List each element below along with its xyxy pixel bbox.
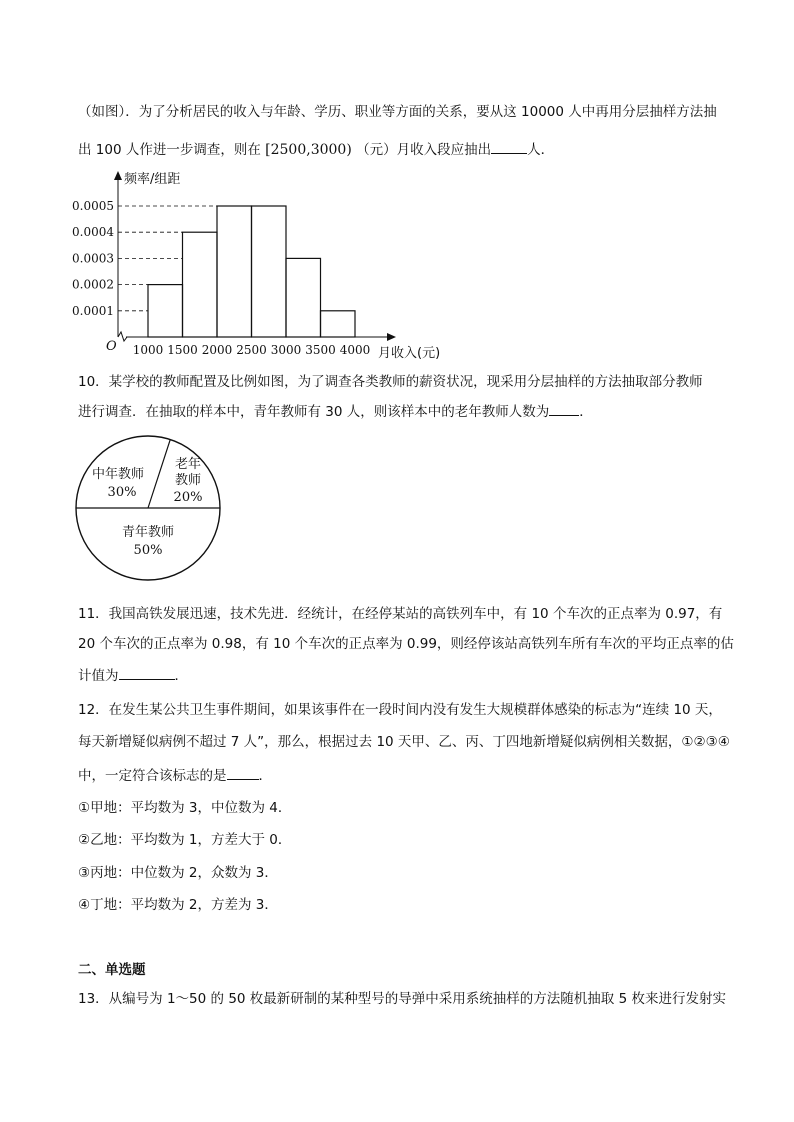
y-tick-label: 0.0004 [72,225,114,240]
q9-line2 [78,138,554,158]
q9-line2-c: 人． [527,142,555,158]
y-tick-label: 0.0002 [72,277,114,292]
x-tick-label: 1000 [132,343,164,357]
q12-option-2: ②乙地：平均数为 1，方差大于 0． [78,832,292,848]
pie-divider [148,440,170,508]
histogram-bar [183,232,218,337]
q9-line2-b: （元）月收入段应抽出 [356,142,492,158]
histogram-bar [252,206,287,337]
origin-label: O [106,339,117,354]
q12-line2: 每天新增疑似病例不超过 7 人”，那么，根据过去 10 天甲、乙、丙、丁四地新增疑似病例相关数据，①②③④ [78,734,730,750]
x-tick-label: 4000 [339,343,371,357]
q12-option-1: ①甲地：平均数为 3，中位数为 4． [78,800,292,816]
y-axis-label: 频率/组距 [124,172,181,187]
histogram-bar [321,311,356,337]
q11-line3-end: ． [174,668,188,684]
slice-value-old: 20% [173,490,203,505]
q10-answer-blank [549,403,579,416]
slice-label-old-line2: 教师 [174,473,202,488]
q12-line3-text: 中，一定符合该标志的是 [78,768,227,784]
y-axis-arrow [114,171,122,180]
q9-line2-a: 出 100 人作进一步调查，则在 [78,142,261,158]
slice-label-middle-aged: 中年教师 [91,467,145,482]
slice-label-old-line1: 老年 [174,457,202,472]
q9-line1: （如图）．为了分析居民的收入与年龄、学历、职业等方面的关系，要从这 10000 人中再用分层抽样方法抽 [78,104,717,120]
income-histogram [60,165,480,365]
x-axis-arrow [387,333,396,341]
q11-line1: 11．我国高铁发展迅速，技术先进．经统计，在经停某站的高铁列车中，有 10 个车次的正点率为 0.97，有 [78,606,723,622]
q10-line2 [78,400,593,420]
x-tick-label: 2000 [201,343,233,357]
histogram-bar [286,258,321,337]
x-axis-label: 月收入(元) [378,346,441,361]
q12-option-3: ③丙地：中位数为 2，众数为 3． [78,865,278,881]
slice-value-young: 50% [133,543,163,558]
q11-line2: 20 个车次的正点率为 0.98，有 10 个车次的正点率为 0.99，则经停该站高铁列车所有车次的平均正点率的估 [78,636,734,652]
q10-line2-end: ． [579,404,593,420]
q9-answer-blank [491,141,527,154]
q10-line1: 10．某学校的教师配置及比例如图，为了调查各类教师的薪资状况，现采用分层抽样的方法抽取部分教师 [78,374,703,390]
teacher-pie-chart [70,430,230,590]
q11-answer-blank [119,667,175,680]
x-tick-label: 2500 [236,343,267,357]
q11-line3 [78,664,188,684]
y-tick-label: 0.0003 [72,251,114,266]
q12-option-4: ④丁地：平均数为 2，方差为 3． [78,897,278,913]
y-tick-label: 0.0005 [72,199,114,213]
axis-break-mark [118,332,127,341]
slice-value-middle-aged: 30% [107,485,137,500]
q9-interval: [2500,3000) [265,142,352,158]
q11-line3-text: 计值为 [78,668,119,684]
x-tick-label: 3000 [270,343,302,357]
y-tick-label: 0.0001 [72,303,114,318]
q12-line1: 12．在发生某公共卫生事件期间，如果该事件在一段时间内没有发生大规模群体感染的标志为“连续 10 天， [78,702,722,718]
x-tick-label: 1500 [167,343,198,357]
q12-line3 [78,764,272,784]
q10-line2-text: 进行调查．在抽取的样本中，青年教师有 30 人，则该样本中的老年教师人数为 [78,404,550,420]
x-tick-label: 3500 [305,343,336,357]
histogram-bar [217,206,252,337]
q13-line1: 13．从编号为 1～50 的 50 枚最新研制的某种型号的导弹中采用系统抽样的方法随机抽取 5 枚来进行发射实 [78,991,726,1007]
section-title-single-choice: 二、单选题 [78,962,146,978]
slice-label-young: 青年教师 [121,525,175,540]
q12-answer-blank [227,767,259,780]
q12-line3-end: ． [258,768,272,784]
histogram-bar [148,285,183,337]
